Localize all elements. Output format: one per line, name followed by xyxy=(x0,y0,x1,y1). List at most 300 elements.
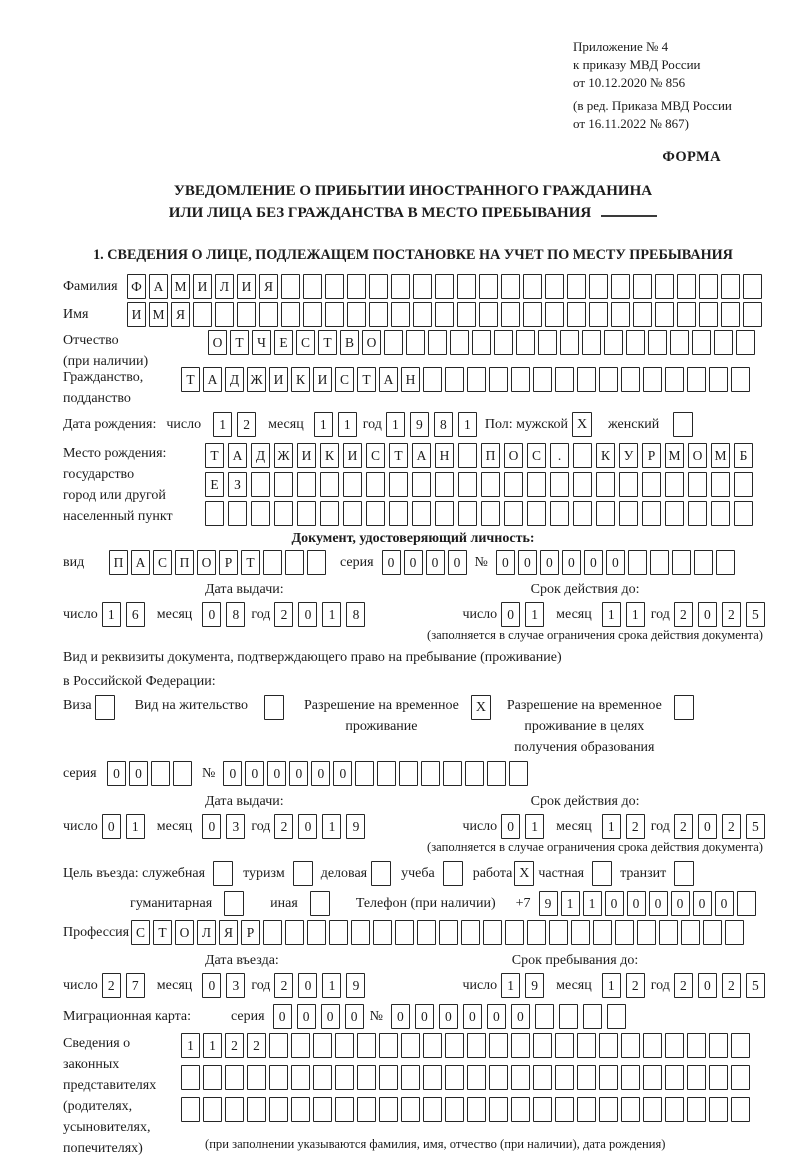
char-box[interactable] xyxy=(417,920,436,945)
char-box[interactable]: О xyxy=(197,550,216,575)
char-box[interactable]: 9 xyxy=(539,891,558,916)
char-box[interactable] xyxy=(589,274,608,299)
char-box[interactable]: И xyxy=(193,274,212,299)
char-box[interactable] xyxy=(549,920,568,945)
char-box[interactable] xyxy=(151,761,170,786)
char-box[interactable] xyxy=(237,302,256,327)
char-box[interactable]: 0 xyxy=(391,1004,410,1029)
char-box[interactable] xyxy=(479,302,498,327)
purpose-private-checkbox[interactable] xyxy=(592,861,612,886)
char-box[interactable] xyxy=(435,472,454,497)
char-box[interactable] xyxy=(225,1065,244,1090)
char-box[interactable] xyxy=(577,367,596,392)
char-box[interactable] xyxy=(538,330,557,355)
char-box[interactable] xyxy=(269,1033,288,1058)
char-box[interactable] xyxy=(274,472,293,497)
char-box[interactable] xyxy=(672,550,691,575)
char-box[interactable] xyxy=(251,472,270,497)
char-box[interactable] xyxy=(559,1004,578,1029)
char-box[interactable]: 1 xyxy=(602,602,621,627)
char-box[interactable] xyxy=(479,274,498,299)
char-box[interactable] xyxy=(379,1097,398,1122)
char-box[interactable]: Е xyxy=(274,330,293,355)
char-box[interactable]: О xyxy=(362,330,381,355)
char-box[interactable] xyxy=(555,367,574,392)
char-box[interactable] xyxy=(665,501,684,526)
char-box[interactable]: 0 xyxy=(487,1004,506,1029)
char-box[interactable] xyxy=(401,1097,420,1122)
char-box[interactable] xyxy=(401,1065,420,1090)
char-box[interactable]: Д xyxy=(225,367,244,392)
char-box[interactable]: 0 xyxy=(245,761,264,786)
char-box[interactable] xyxy=(225,1097,244,1122)
char-box[interactable]: 0 xyxy=(289,761,308,786)
char-box[interactable]: 0 xyxy=(297,1004,316,1029)
char-box[interactable] xyxy=(412,472,431,497)
char-box[interactable] xyxy=(357,1033,376,1058)
char-box[interactable]: 0 xyxy=(273,1004,292,1029)
char-box[interactable] xyxy=(621,1033,640,1058)
char-box[interactable]: 9 xyxy=(346,973,365,998)
char-box[interactable] xyxy=(577,1033,596,1058)
char-box[interactable] xyxy=(465,761,484,786)
char-box[interactable] xyxy=(642,501,661,526)
char-box[interactable] xyxy=(611,274,630,299)
char-box[interactable]: 0 xyxy=(404,550,423,575)
char-box[interactable] xyxy=(509,761,528,786)
char-box[interactable] xyxy=(527,472,546,497)
char-box[interactable] xyxy=(533,1033,552,1058)
char-box[interactable]: 1 xyxy=(322,602,341,627)
char-box[interactable]: 2 xyxy=(722,973,741,998)
char-box[interactable] xyxy=(489,1065,508,1090)
char-box[interactable]: А xyxy=(149,274,168,299)
char-box[interactable]: К xyxy=(596,443,615,468)
char-box[interactable] xyxy=(599,1033,618,1058)
char-box[interactable] xyxy=(379,1033,398,1058)
char-box[interactable] xyxy=(483,920,502,945)
char-box[interactable]: С xyxy=(153,550,172,575)
char-box[interactable] xyxy=(450,330,469,355)
char-box[interactable]: 2 xyxy=(274,973,293,998)
char-box[interactable] xyxy=(423,1065,442,1090)
char-box[interactable] xyxy=(582,330,601,355)
char-box[interactable]: М xyxy=(665,443,684,468)
char-box[interactable] xyxy=(247,1065,266,1090)
char-box[interactable]: 0 xyxy=(698,973,717,998)
char-box[interactable] xyxy=(335,1097,354,1122)
char-box[interactable]: 8 xyxy=(226,602,245,627)
char-box[interactable] xyxy=(347,302,366,327)
char-box[interactable] xyxy=(335,1065,354,1090)
char-box[interactable] xyxy=(535,1004,554,1029)
char-box[interactable]: А xyxy=(203,367,222,392)
purpose-official-checkbox[interactable] xyxy=(213,861,233,886)
char-box[interactable] xyxy=(335,1033,354,1058)
char-box[interactable] xyxy=(281,302,300,327)
char-box[interactable] xyxy=(445,1033,464,1058)
char-box[interactable]: И xyxy=(127,302,146,327)
char-box[interactable]: 0 xyxy=(298,814,317,839)
char-box[interactable] xyxy=(607,1004,626,1029)
char-box[interactable] xyxy=(458,443,477,468)
char-box[interactable] xyxy=(626,330,645,355)
char-box[interactable] xyxy=(688,472,707,497)
char-box[interactable] xyxy=(445,1065,464,1090)
char-box[interactable]: Л xyxy=(215,274,234,299)
char-box[interactable]: Ж xyxy=(247,367,266,392)
char-box[interactable] xyxy=(583,1004,602,1029)
char-box[interactable] xyxy=(621,1097,640,1122)
char-box[interactable] xyxy=(501,274,520,299)
char-box[interactable] xyxy=(389,501,408,526)
char-box[interactable] xyxy=(369,274,388,299)
temporary-residence-education-checkbox[interactable] xyxy=(674,695,694,720)
char-box[interactable]: Л xyxy=(197,920,216,945)
char-box[interactable] xyxy=(643,367,662,392)
char-box[interactable]: Д xyxy=(251,443,270,468)
char-box[interactable]: А xyxy=(412,443,431,468)
char-box[interactable] xyxy=(351,920,370,945)
char-box[interactable]: Р xyxy=(642,443,661,468)
char-box[interactable] xyxy=(297,472,316,497)
char-box[interactable]: Т xyxy=(230,330,249,355)
char-box[interactable]: В xyxy=(340,330,359,355)
char-box[interactable]: 2 xyxy=(225,1033,244,1058)
char-box[interactable]: 9 xyxy=(346,814,365,839)
char-box[interactable] xyxy=(413,274,432,299)
char-box[interactable]: 9 xyxy=(410,412,429,437)
char-box[interactable]: 2 xyxy=(626,814,645,839)
char-box[interactable] xyxy=(573,472,592,497)
char-box[interactable]: Т xyxy=(181,367,200,392)
char-box[interactable]: Н xyxy=(435,443,454,468)
char-box[interactable]: 0 xyxy=(202,814,221,839)
char-box[interactable] xyxy=(423,1097,442,1122)
char-box[interactable]: Т xyxy=(357,367,376,392)
char-box[interactable]: 0 xyxy=(298,973,317,998)
char-box[interactable]: 0 xyxy=(693,891,712,916)
char-box[interactable] xyxy=(737,891,756,916)
char-box[interactable]: 0 xyxy=(267,761,286,786)
char-box[interactable]: 1 xyxy=(213,412,232,437)
char-box[interactable] xyxy=(366,501,385,526)
char-box[interactable]: 0 xyxy=(202,973,221,998)
char-box[interactable] xyxy=(379,1065,398,1090)
char-box[interactable] xyxy=(555,1065,574,1090)
char-box[interactable] xyxy=(251,501,270,526)
char-box[interactable] xyxy=(285,550,304,575)
char-box[interactable] xyxy=(670,330,689,355)
char-box[interactable]: К xyxy=(291,367,310,392)
char-box[interactable]: С xyxy=(335,367,354,392)
char-box[interactable]: 1 xyxy=(602,814,621,839)
char-box[interactable] xyxy=(467,1033,486,1058)
temporary-residence-checkbox[interactable]: X xyxy=(471,695,491,720)
char-box[interactable] xyxy=(628,550,647,575)
char-box[interactable] xyxy=(725,920,744,945)
char-box[interactable] xyxy=(714,330,733,355)
char-box[interactable] xyxy=(307,920,326,945)
char-box[interactable]: 1 xyxy=(338,412,357,437)
char-box[interactable] xyxy=(692,330,711,355)
char-box[interactable] xyxy=(423,367,442,392)
char-box[interactable]: 5 xyxy=(746,973,765,998)
char-box[interactable] xyxy=(504,501,523,526)
char-box[interactable] xyxy=(709,1033,728,1058)
char-box[interactable]: Р xyxy=(241,920,260,945)
char-box[interactable] xyxy=(577,1097,596,1122)
char-box[interactable]: 8 xyxy=(434,412,453,437)
char-box[interactable] xyxy=(481,501,500,526)
char-box[interactable] xyxy=(677,274,696,299)
char-box[interactable] xyxy=(731,367,750,392)
char-box[interactable] xyxy=(555,1033,574,1058)
char-box[interactable] xyxy=(215,302,234,327)
char-box[interactable] xyxy=(263,550,282,575)
char-box[interactable]: М xyxy=(149,302,168,327)
char-box[interactable]: 0 xyxy=(501,814,520,839)
char-box[interactable] xyxy=(599,1097,618,1122)
char-box[interactable] xyxy=(736,330,755,355)
char-box[interactable] xyxy=(533,367,552,392)
char-box[interactable]: 5 xyxy=(746,602,765,627)
char-box[interactable] xyxy=(709,1097,728,1122)
char-box[interactable]: 0 xyxy=(698,602,717,627)
char-box[interactable] xyxy=(505,920,524,945)
char-box[interactable]: А xyxy=(228,443,247,468)
char-box[interactable] xyxy=(439,920,458,945)
char-box[interactable]: 1 xyxy=(525,602,544,627)
char-box[interactable]: Ф xyxy=(127,274,146,299)
char-box[interactable]: И xyxy=(343,443,362,468)
char-box[interactable] xyxy=(435,302,454,327)
char-box[interactable] xyxy=(633,302,652,327)
char-box[interactable] xyxy=(550,501,569,526)
char-box[interactable] xyxy=(709,367,728,392)
char-box[interactable]: С xyxy=(527,443,546,468)
char-box[interactable] xyxy=(435,501,454,526)
char-box[interactable] xyxy=(313,1033,332,1058)
char-box[interactable]: 0 xyxy=(605,891,624,916)
char-box[interactable]: С xyxy=(296,330,315,355)
char-box[interactable]: Я xyxy=(171,302,190,327)
char-box[interactable] xyxy=(325,302,344,327)
char-box[interactable] xyxy=(721,274,740,299)
char-box[interactable] xyxy=(665,1065,684,1090)
char-box[interactable] xyxy=(642,472,661,497)
char-box[interactable] xyxy=(467,1097,486,1122)
char-box[interactable] xyxy=(461,920,480,945)
char-box[interactable] xyxy=(687,367,706,392)
char-box[interactable]: 0 xyxy=(107,761,126,786)
char-box[interactable]: И xyxy=(313,367,332,392)
char-box[interactable] xyxy=(307,550,326,575)
char-box[interactable]: 0 xyxy=(202,602,221,627)
char-box[interactable] xyxy=(501,302,520,327)
char-box[interactable]: 0 xyxy=(463,1004,482,1029)
char-box[interactable] xyxy=(577,1065,596,1090)
visa-checkbox[interactable] xyxy=(95,695,115,720)
purpose-other-checkbox[interactable] xyxy=(310,891,330,916)
char-box[interactable]: С xyxy=(131,920,150,945)
char-box[interactable]: Т xyxy=(241,550,260,575)
char-box[interactable]: 1 xyxy=(458,412,477,437)
char-box[interactable] xyxy=(181,1097,200,1122)
char-box[interactable] xyxy=(281,274,300,299)
char-box[interactable] xyxy=(659,920,678,945)
char-box[interactable] xyxy=(655,302,674,327)
char-box[interactable]: 0 xyxy=(382,550,401,575)
char-box[interactable] xyxy=(523,274,542,299)
char-box[interactable] xyxy=(523,302,542,327)
char-box[interactable] xyxy=(721,302,740,327)
char-box[interactable]: 3 xyxy=(226,973,245,998)
char-box[interactable]: Я xyxy=(219,920,238,945)
char-box[interactable] xyxy=(347,274,366,299)
char-box[interactable] xyxy=(665,1097,684,1122)
purpose-business-checkbox[interactable] xyxy=(371,861,391,886)
char-box[interactable]: 0 xyxy=(223,761,242,786)
char-box[interactable]: 0 xyxy=(715,891,734,916)
char-box[interactable]: 2 xyxy=(274,814,293,839)
char-box[interactable] xyxy=(457,274,476,299)
char-box[interactable]: А xyxy=(131,550,150,575)
char-box[interactable] xyxy=(687,1065,706,1090)
char-box[interactable] xyxy=(687,1033,706,1058)
purpose-transit-checkbox[interactable] xyxy=(674,861,694,886)
char-box[interactable]: Р xyxy=(219,550,238,575)
char-box[interactable] xyxy=(731,1033,750,1058)
char-box[interactable]: 0 xyxy=(511,1004,530,1029)
char-box[interactable] xyxy=(743,302,762,327)
char-box[interactable] xyxy=(421,761,440,786)
char-box[interactable] xyxy=(619,501,638,526)
char-box[interactable]: 0 xyxy=(501,602,520,627)
char-box[interactable] xyxy=(247,1097,266,1122)
char-box[interactable] xyxy=(203,1065,222,1090)
char-box[interactable] xyxy=(391,302,410,327)
char-box[interactable]: Т xyxy=(153,920,172,945)
char-box[interactable] xyxy=(320,501,339,526)
char-box[interactable] xyxy=(643,1033,662,1058)
char-box[interactable] xyxy=(731,1065,750,1090)
char-box[interactable]: 0 xyxy=(518,550,537,575)
char-box[interactable] xyxy=(709,1065,728,1090)
char-box[interactable] xyxy=(643,1097,662,1122)
char-box[interactable] xyxy=(445,367,464,392)
char-box[interactable] xyxy=(511,1065,530,1090)
char-box[interactable] xyxy=(743,274,762,299)
char-box[interactable] xyxy=(527,920,546,945)
char-box[interactable] xyxy=(699,302,718,327)
char-box[interactable] xyxy=(593,920,612,945)
char-box[interactable]: И xyxy=(269,367,288,392)
char-box[interactable]: 0 xyxy=(649,891,668,916)
char-box[interactable] xyxy=(555,1097,574,1122)
char-box[interactable] xyxy=(560,330,579,355)
char-box[interactable]: 0 xyxy=(415,1004,434,1029)
char-box[interactable] xyxy=(716,550,735,575)
char-box[interactable] xyxy=(533,1097,552,1122)
purpose-tourism-checkbox[interactable] xyxy=(293,861,313,886)
char-box[interactable] xyxy=(228,501,247,526)
char-box[interactable]: 0 xyxy=(345,1004,364,1029)
char-box[interactable] xyxy=(643,1065,662,1090)
char-box[interactable]: 0 xyxy=(333,761,352,786)
char-box[interactable] xyxy=(648,330,667,355)
char-box[interactable] xyxy=(599,367,618,392)
char-box[interactable] xyxy=(567,274,586,299)
char-box[interactable] xyxy=(567,302,586,327)
char-box[interactable] xyxy=(329,920,348,945)
char-box[interactable]: 2 xyxy=(722,814,741,839)
char-box[interactable] xyxy=(621,1065,640,1090)
char-box[interactable] xyxy=(596,472,615,497)
char-box[interactable]: 0 xyxy=(311,761,330,786)
char-box[interactable] xyxy=(269,1097,288,1122)
char-box[interactable] xyxy=(615,920,634,945)
char-box[interactable]: 0 xyxy=(627,891,646,916)
char-box[interactable] xyxy=(428,330,447,355)
char-box[interactable] xyxy=(619,472,638,497)
char-box[interactable]: Н xyxy=(401,367,420,392)
char-box[interactable]: 2 xyxy=(247,1033,266,1058)
char-box[interactable]: 1 xyxy=(126,814,145,839)
char-box[interactable] xyxy=(458,472,477,497)
purpose-humanitarian-checkbox[interactable] xyxy=(224,891,244,916)
char-box[interactable]: П xyxy=(481,443,500,468)
char-box[interactable] xyxy=(399,761,418,786)
char-box[interactable]: Т xyxy=(205,443,224,468)
purpose-study-checkbox[interactable] xyxy=(443,861,463,886)
char-box[interactable] xyxy=(355,761,374,786)
char-box[interactable] xyxy=(445,1097,464,1122)
char-box[interactable] xyxy=(681,920,700,945)
char-box[interactable]: А xyxy=(379,367,398,392)
char-box[interactable] xyxy=(599,1065,618,1090)
char-box[interactable] xyxy=(193,302,212,327)
char-box[interactable]: 2 xyxy=(102,973,121,998)
char-box[interactable]: 1 xyxy=(322,973,341,998)
char-box[interactable] xyxy=(511,367,530,392)
char-box[interactable] xyxy=(655,274,674,299)
char-box[interactable]: 0 xyxy=(448,550,467,575)
char-box[interactable]: П xyxy=(109,550,128,575)
char-box[interactable]: . xyxy=(550,443,569,468)
char-box[interactable]: О xyxy=(208,330,227,355)
char-box[interactable] xyxy=(313,1097,332,1122)
char-box[interactable]: П xyxy=(175,550,194,575)
char-box[interactable]: 0 xyxy=(426,550,445,575)
char-box[interactable]: 0 xyxy=(496,550,515,575)
char-box[interactable] xyxy=(423,1033,442,1058)
char-box[interactable] xyxy=(412,501,431,526)
char-box[interactable] xyxy=(734,472,753,497)
char-box[interactable] xyxy=(343,501,362,526)
char-box[interactable] xyxy=(357,1065,376,1090)
char-box[interactable] xyxy=(665,367,684,392)
char-box[interactable] xyxy=(637,920,656,945)
char-box[interactable]: Б xyxy=(734,443,753,468)
char-box[interactable]: Ч xyxy=(252,330,271,355)
char-box[interactable]: 0 xyxy=(671,891,690,916)
char-box[interactable] xyxy=(467,367,486,392)
char-box[interactable] xyxy=(665,1033,684,1058)
male-checkbox[interactable]: X xyxy=(572,412,592,437)
char-box[interactable] xyxy=(527,501,546,526)
char-box[interactable]: 2 xyxy=(274,602,293,627)
